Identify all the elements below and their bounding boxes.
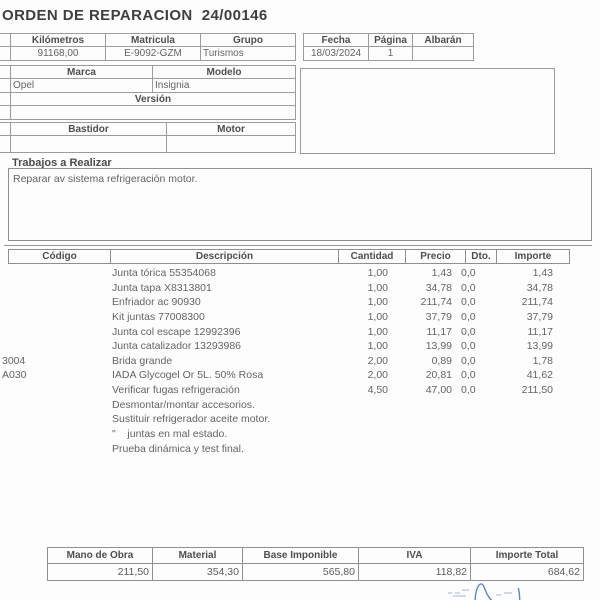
item-descripcion: IADA Glycogel Or 5L. 50% Rosa xyxy=(112,369,264,382)
cropped-cell-fragment xyxy=(0,34,11,47)
matricula-label: Matricula xyxy=(106,34,201,47)
totals-table xyxy=(47,547,584,581)
table-row xyxy=(0,412,600,427)
items-table-body xyxy=(0,266,600,456)
item-cantidad: 2,00 xyxy=(367,354,388,367)
version-table xyxy=(0,92,296,120)
item-descripcion: Prueba dinámica y test final. xyxy=(112,442,244,455)
item-cantidad: 1,00 xyxy=(367,281,388,294)
item-cantidad: 2,00 xyxy=(367,369,388,382)
motor-label: Motor xyxy=(167,123,296,136)
kilometros-value: 91168,00 xyxy=(11,47,106,61)
table-row xyxy=(0,295,600,310)
pagina-label: Página xyxy=(369,34,413,47)
items-table-header xyxy=(8,249,570,264)
item-cantidad: 1,00 xyxy=(367,296,388,309)
item-dto: 0,0 xyxy=(461,340,476,353)
notes-box xyxy=(300,68,555,154)
item-dto: 0,0 xyxy=(461,354,476,367)
dto-header: Dto. xyxy=(465,249,497,264)
grupo-label: Grupo xyxy=(201,34,296,47)
item-descripcion: Kit juntas 77008300 xyxy=(112,310,205,323)
marca-label: Marca xyxy=(11,66,153,79)
table-row xyxy=(0,281,600,296)
item-importe: 211,50 xyxy=(521,384,553,397)
item-dto: 0,0 xyxy=(461,384,476,397)
version-label: Versión xyxy=(11,93,296,106)
item-precio: 1,43 xyxy=(431,267,452,279)
item-dto: 0,0 xyxy=(461,325,476,338)
mano-de-obra-label: Mano de Obra xyxy=(47,547,153,564)
marca-value: Opel xyxy=(11,79,153,93)
signature-stamp-fragment xyxy=(445,578,535,600)
table-row xyxy=(0,398,600,413)
item-dto: 0,0 xyxy=(461,296,476,309)
item-descripcion: Enfriador ac 90930 xyxy=(112,296,201,309)
item-importe: 41,62 xyxy=(526,369,553,382)
chassis-table xyxy=(0,122,296,153)
item-dto: 0,0 xyxy=(461,281,476,294)
importe-total-label: Importe Total xyxy=(470,547,584,564)
item-precio: 47,00 xyxy=(425,384,452,397)
item-descripcion: Sustituir refrigerador aceite motor. xyxy=(112,413,271,426)
mano-de-obra-value: 211,50 xyxy=(117,566,149,578)
table-row xyxy=(0,266,600,281)
item-codigo: A030 xyxy=(2,369,27,382)
codigo-header: Código xyxy=(8,249,111,264)
item-importe: 34,78 xyxy=(526,281,553,294)
item-cantidad: 1,00 xyxy=(367,325,388,338)
item-importe: 11,17 xyxy=(527,325,553,338)
material-label: Material xyxy=(152,547,243,564)
item-precio: 0,89 xyxy=(431,354,452,367)
kilometros-label: Kilómetros xyxy=(11,34,106,47)
table-row xyxy=(0,325,600,340)
item-precio: 20,81 xyxy=(425,369,452,382)
table-row xyxy=(0,427,600,442)
page-title: ORDEN DE REPARACION 24/00146 xyxy=(2,7,268,24)
motor-value xyxy=(167,136,296,153)
item-importe: 13,99 xyxy=(526,340,553,353)
cropped-cell-fragment xyxy=(0,66,11,79)
precio-header: Precio xyxy=(405,249,466,264)
cropped-cell-fragment xyxy=(0,79,11,93)
fecha-value: 18/03/2024 xyxy=(304,47,369,61)
item-descripcion: Junta catalizador 13293986 xyxy=(112,340,242,353)
item-descripcion: Brida grande xyxy=(112,354,173,367)
base-imponible-value: 565,80 xyxy=(322,566,355,578)
cropped-cell-fragment xyxy=(0,47,11,61)
brand-table xyxy=(0,65,296,93)
iva-label: IVA xyxy=(358,547,471,564)
cropped-cell-fragment xyxy=(0,106,11,120)
table-row xyxy=(0,368,600,383)
base-imponible-label: Base Imponible xyxy=(242,547,359,564)
item-importe: 211,74 xyxy=(521,296,553,309)
descripcion-header: Descripción xyxy=(110,249,339,264)
item-dto: 0,0 xyxy=(461,267,476,279)
cropped-cell-fragment xyxy=(0,93,11,106)
item-cantidad: 1,00 xyxy=(367,310,388,323)
item-descripcion: " juntas en mal estado. xyxy=(112,428,228,441)
item-importe: 37,79 xyxy=(526,310,553,323)
item-precio: 37,79 xyxy=(425,310,452,323)
item-importe: 1,78 xyxy=(532,354,553,367)
version-value xyxy=(11,106,296,120)
pagina-value: 1 xyxy=(369,47,413,61)
item-cantidad: 1,00 xyxy=(367,340,388,353)
cropped-cell-fragment xyxy=(0,123,11,136)
item-dto: 0,0 xyxy=(461,369,476,382)
item-importe: 1,43 xyxy=(532,267,553,279)
item-cantidad: 1,00 xyxy=(367,267,388,279)
item-descripcion: Junta tórica 55354068 xyxy=(112,267,216,279)
work-description-text: Reparar av sistema refrigeración motor. xyxy=(13,173,198,185)
item-precio: 11,17 xyxy=(426,325,452,338)
item-descripcion: Junta tapa X8313801 xyxy=(112,281,212,294)
totals-header-row xyxy=(47,547,584,564)
matricula-value: E-9092-GZM xyxy=(106,47,201,61)
item-precio: 13,99 xyxy=(425,340,452,353)
item-precio: 34,78 xyxy=(425,281,452,294)
item-codigo: 3004 xyxy=(2,354,26,367)
item-descripcion: Junta col escape 12992396 xyxy=(112,325,241,338)
cropped-cell-fragment xyxy=(0,136,11,153)
table-row xyxy=(0,383,600,398)
albaran-label: Albarán xyxy=(413,34,474,47)
item-dto: 0,0 xyxy=(461,310,476,323)
work-section-label: Trabajos a Realizar xyxy=(12,157,112,169)
material-value: 354,30 xyxy=(206,566,239,578)
modelo-label: Modelo xyxy=(153,66,296,79)
work-description-box xyxy=(8,168,592,241)
item-cantidad: 4,50 xyxy=(367,384,388,397)
table-row xyxy=(0,442,600,457)
grupo-value: Turismos xyxy=(201,47,296,61)
item-descripcion: Verificar fugas refrigeración xyxy=(112,384,240,397)
item-precio: 211,74 xyxy=(420,296,452,309)
item-descripcion: Desmontar/montar accesorios. xyxy=(112,398,255,411)
iva-value: 118,82 xyxy=(435,566,467,578)
importe-header: Importe xyxy=(496,249,570,264)
table-row xyxy=(0,310,600,325)
bastidor-value xyxy=(11,136,167,153)
bastidor-label: Bastidor xyxy=(11,123,167,136)
fecha-label: Fecha xyxy=(304,34,369,47)
vehicle-top-table xyxy=(0,33,296,61)
modelo-value: Insignia xyxy=(153,79,296,93)
cantidad-header: Cantidad xyxy=(338,249,406,264)
importe-total-value: 684,62 xyxy=(547,566,580,578)
albaran-value xyxy=(413,47,474,61)
order-info-table xyxy=(303,33,474,61)
table-row xyxy=(0,339,600,354)
table-row xyxy=(0,354,600,369)
horizontal-rule xyxy=(4,245,592,246)
